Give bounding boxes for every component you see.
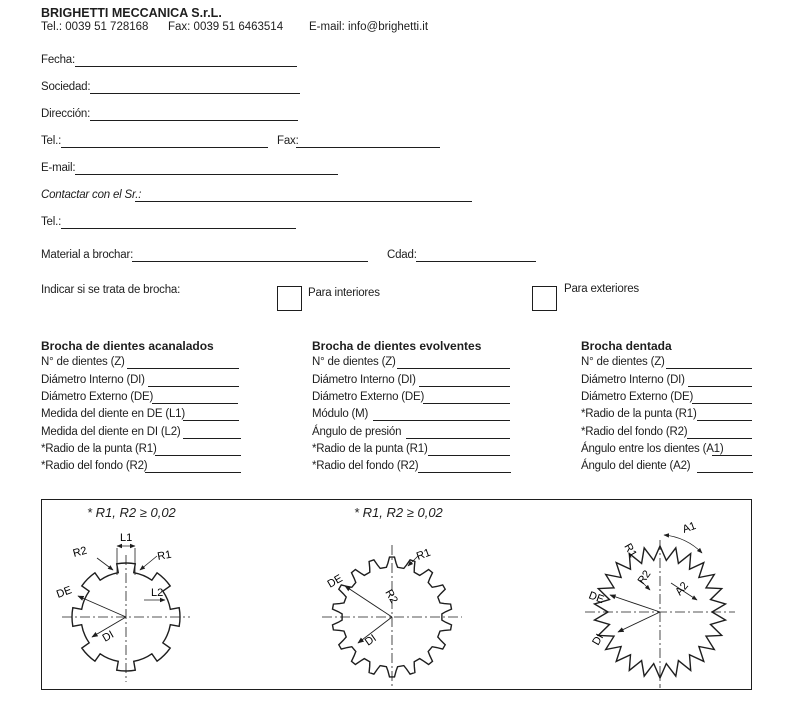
col3-item: Diámetro Interno (DI) (581, 374, 685, 386)
col3-item: *Radio del fondo (R2) (581, 426, 688, 438)
col1-item: Medida del diente en DI (L2) (41, 426, 181, 438)
header-email[interactable]: E-mail: info@brighetti.it (309, 21, 429, 33)
di-label-2: DI (362, 632, 379, 649)
col3-title: Brocha dentada (581, 339, 672, 353)
col2-item: *Radio del fondo (R2) (312, 460, 419, 472)
company-name: BRIGHETTI MECCANICA S.r.L. (41, 6, 222, 20)
de-label-2: DE (325, 572, 345, 591)
r2-label: R2 (71, 544, 89, 560)
di-label: DI (100, 628, 117, 645)
col3-item: *Radio de la punta (R1) (581, 408, 697, 420)
cdad-label: Cdad: (387, 249, 417, 261)
col2-item: Diámetro Externo (DE) (312, 391, 425, 403)
r1-label-3: R1 (621, 541, 639, 560)
de-label-3: DE (586, 589, 606, 607)
r2-label-2: R2 (382, 587, 400, 606)
header-tel: Tel.: 0039 51 728168 (41, 21, 149, 33)
col3-item: Ángulo del diente (A2) (581, 460, 691, 472)
col3-item: Ángulo entre los dientes (A1) (581, 443, 724, 455)
col1-item: N° de dientes (Z) (41, 356, 125, 368)
tel2-label: Tel.: (41, 216, 62, 228)
fecha-label: Fecha: (41, 54, 75, 66)
indicar-label: Indicar si se trata de brocha: (41, 284, 181, 296)
col1-item: *Radio de la punta (R1) (41, 443, 157, 455)
col2-item: Diámetro Interno (DI) (312, 374, 416, 386)
involute-diagram (322, 545, 462, 688)
col1-item: *Radio del fondo (R2) (41, 460, 148, 472)
r1-label-2: R1 (414, 546, 433, 563)
interiores-label: Para interiores (308, 287, 380, 299)
fax-label: Fax: (277, 135, 299, 147)
a1-label: A1 (680, 519, 698, 536)
col3-item: Diámetro Externo (DE) (581, 391, 694, 403)
col1-item: Medida del diente en DE (L1) (41, 408, 185, 420)
col2-title: Brocha de dientes evolventes (312, 339, 482, 353)
col2-item: Módulo (M) (312, 408, 369, 420)
de-label: DE (54, 584, 74, 601)
serration-diagram (585, 535, 735, 688)
l1-label: L1 (120, 532, 133, 544)
l2-label: L2 (151, 587, 164, 599)
note-evolventes: * R1, R2 ≥ 0,02 (354, 505, 443, 520)
contactar-label: Contactar con el Sr.: (41, 189, 142, 201)
di-label-3: DI (590, 631, 607, 648)
note-acanalados: * R1, R2 ≥ 0,02 (87, 505, 176, 520)
sociedad-label: Sociedad: (41, 81, 91, 93)
tel-label: Tel.: (41, 135, 62, 147)
col1-title: Brocha de dientes acanalados (41, 339, 214, 353)
col3-item: N° de dientes (Z) (581, 356, 665, 368)
col2-item: N° de dientes (Z) (312, 356, 396, 368)
a2-label: A2 (673, 579, 691, 598)
spline-diagram (62, 546, 190, 682)
col2-item: *Radio de la punta (R1) (312, 443, 428, 455)
header-fax: Fax: 0039 51 6463514 (168, 21, 284, 33)
email-label: E-mail: (41, 162, 76, 174)
exteriores-label: Para exteriores (564, 283, 639, 295)
col1-item: Diámetro Externo (DE) (41, 391, 154, 403)
r2-label-3: R2 (635, 568, 654, 587)
direccion-label: Dirección: (41, 108, 91, 120)
r1-label: R1 (156, 548, 173, 563)
col1-item: Diámetro Interno (DI) (41, 374, 145, 386)
material-label: Material a brochar: (41, 249, 134, 261)
col2-item: Ángulo de presión (312, 426, 402, 438)
